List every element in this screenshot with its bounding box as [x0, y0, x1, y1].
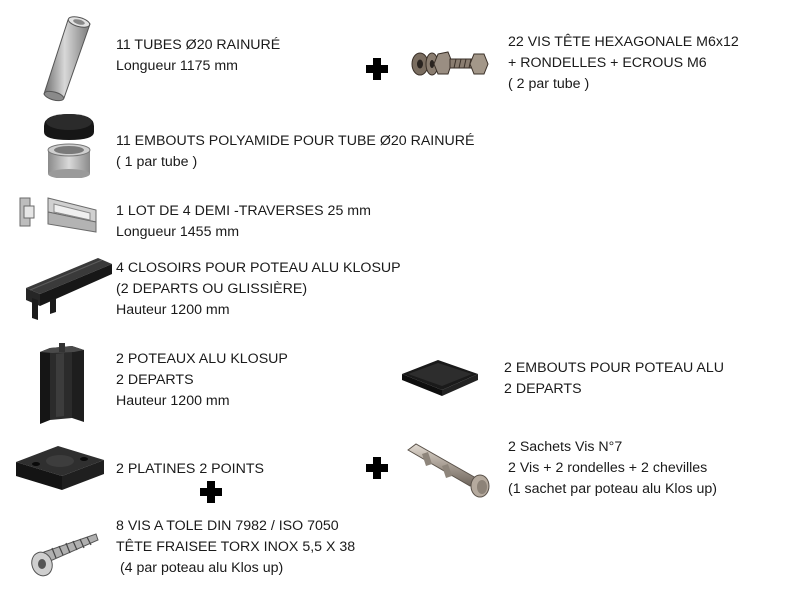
anchor-bolt-icon: [402, 440, 494, 500]
plus-icon: [366, 457, 388, 479]
tube-icon: [38, 14, 98, 102]
post-end-cap-icon: [398, 356, 482, 402]
screw-description: 8 VIS A TOLE DIN 7982 / ISO 7050 TÊTE FRAISEE TORX INOX 5,5 X 38 (4 par poteau alu Klos up): [116, 518, 356, 576]
tube-end-cap-icon: [38, 110, 100, 178]
plus-icon: [200, 481, 222, 503]
closer-profile-description: 4 CLOSOIRS POUR POTEAU ALU KLOSUP (2 DEPARTS OU GLISSIÈRE) Hauteur 1200 mm: [116, 260, 401, 318]
hex-bolt-icon: [408, 42, 492, 82]
post-end-cap-description: 2 EMBOUTS POUR POTEAU ALU 2 DEPARTS: [504, 360, 724, 397]
closer-profile-icon: [20, 254, 116, 324]
half-crossbar-icon: [18, 190, 102, 242]
base-plate-icon: [14, 440, 106, 496]
post-description: 2 POTEAUX ALU KLOSUP 2 DEPARTS Hauteur 1200 mm: [116, 351, 288, 409]
tube-description: 11 TUBES Ø20 RAINURÉ Longueur 1175 mm: [116, 37, 281, 74]
hex-bolt-description: 22 VIS TÊTE HEXAGONALE M6x12 + RONDELLES + ECROUS M6 ( 2 par tube ): [508, 34, 739, 92]
screw-icon: [26, 530, 102, 580]
half-crossbar-description: 1 LOT DE 4 DEMI -TRAVERSES 25 mm Longueur 1455 mm: [116, 203, 371, 240]
anchor-bolt-description: 2 Sachets Vis N°7 2 Vis + 2 rondelles + 2 chevilles (1 sachet par poteau alu Klos up): [508, 439, 718, 497]
post-icon: [36, 342, 98, 424]
base-plate-description: 2 PLATINES 2 POINTS: [116, 461, 264, 477]
plus-icon: [366, 58, 388, 80]
tube-end-cap-description: 11 EMBOUTS POLYAMIDE POUR TUBE Ø20 RAINURÉ ( 1 par tube ): [116, 133, 475, 170]
